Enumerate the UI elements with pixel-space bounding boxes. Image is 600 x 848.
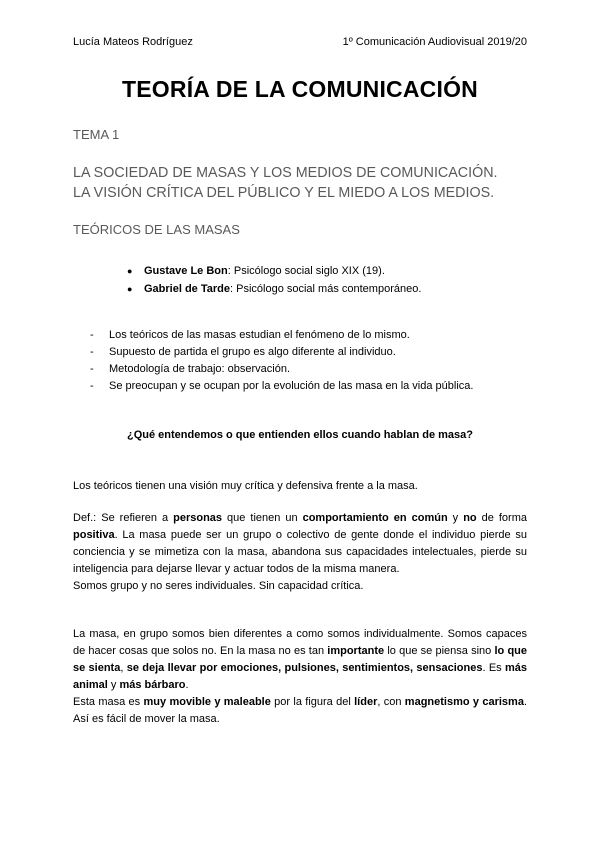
text-run: . Es — [482, 662, 505, 674]
text-run: , con — [377, 696, 405, 708]
text-run: y — [447, 512, 464, 524]
theorist-desc: : Psicólogo social más contemporáneo. — [230, 283, 422, 295]
document-title: TEORÍA DE LA COMUNICACIÓN — [122, 76, 478, 102]
bold-run: no — [463, 512, 477, 524]
points-list — [90, 327, 473, 395]
text-run: . La masa puede ser un grupo o colectivo de gente donde el individuo pierde su conciencia y se mimetiza con la masa, abandona sus capacidades intelectuales, pierde su inteligencia para dejarse llevar y actuar todos de la misma manera. — [73, 529, 527, 575]
text-run: Esta masa es — [73, 696, 144, 708]
text-run: . Así es fácil de mover la masa. — [73, 696, 527, 725]
header-author: Lucía Mateos Rodríguez — [73, 36, 193, 48]
text-run: de forma — [476, 512, 527, 524]
subtitle-line-1: LA SOCIEDAD DE MASAS Y LOS MEDIOS DE COMUNICACIÓN. — [73, 165, 498, 181]
list-item: - Metodología de trabajo: observación. — [90, 361, 473, 378]
list-item: - Supuesto de partida el grupo es algo diferente al individuo. — [90, 344, 473, 361]
bold-run: muy movible y maleable — [143, 696, 271, 708]
bold-run: positiva — [73, 529, 115, 541]
intro-paragraph: Los teóricos tienen una visión muy crítica y defensiva frente a la masa. — [73, 480, 418, 492]
bold-run: lo que se sienta — [73, 645, 528, 674]
bold-run: comportamiento en común — [302, 512, 448, 524]
masa-text-2 — [73, 694, 527, 728]
text-run: por la figura del — [270, 696, 355, 708]
text-run: La masa, en grupo somos bien diferentes a como somos individualmente. Somos capaces de hacer cosas que solos no. En la masa no es tan — [73, 628, 527, 657]
masa-paragraph — [73, 626, 527, 728]
tema-heading: TEMA 1 — [73, 127, 120, 142]
header-course: 1º Comunicación Audiovisual 2019/20 — [342, 36, 527, 48]
bold-run: más animal — [73, 662, 527, 691]
list-item: - Se preocupan y se ocupan por la evolución de las masa en la vida pública. — [90, 378, 473, 395]
text-run: , — [120, 662, 127, 674]
theorist-desc: : Psicólogo social siglo XIX (19). — [227, 265, 385, 277]
bold-run: más bárbaro — [119, 679, 186, 691]
subtitle-line-2: LA VISIÓN CRÍTICA DEL PÚBLICO Y EL MIEDO A LOS MEDIOS. — [73, 185, 495, 201]
section-heading: TEÓRICOS DE LAS MASAS — [73, 222, 240, 237]
list-item — [127, 280, 421, 298]
bold-run: magnetismo y carisma — [404, 696, 524, 708]
definition-text — [73, 510, 527, 578]
list-item — [127, 262, 421, 280]
bold-run: personas — [173, 512, 223, 524]
theorist-name: Gabriel de Tarde — [144, 283, 230, 295]
text-run: y — [107, 679, 120, 691]
list-item: - Los teóricos de las masas estudian el fenómeno de lo mismo. — [90, 327, 473, 344]
theorists-list — [127, 262, 421, 298]
question-heading: ¿Qué entendemos o que entienden ellos cuando hablan de masa? — [127, 429, 473, 441]
text-run: . — [185, 679, 189, 691]
text-run: Def.: Se refieren a — [73, 512, 174, 524]
bold-run: líder — [354, 696, 378, 708]
text-run: lo que se piensa sino — [384, 645, 495, 657]
masa-text — [73, 626, 527, 694]
bold-run: se deja llevar por emociones, pulsiones, sentimientos, sensaciones — [126, 662, 483, 674]
bold-run: importante — [327, 645, 385, 657]
definition-line-2: Somos grupo y no seres individuales. Sin capacidad crítica. — [73, 580, 364, 592]
theorist-name: Gustave Le Bon — [144, 265, 228, 277]
text-run: que tienen un — [222, 512, 303, 524]
definition-paragraph — [73, 510, 527, 595]
